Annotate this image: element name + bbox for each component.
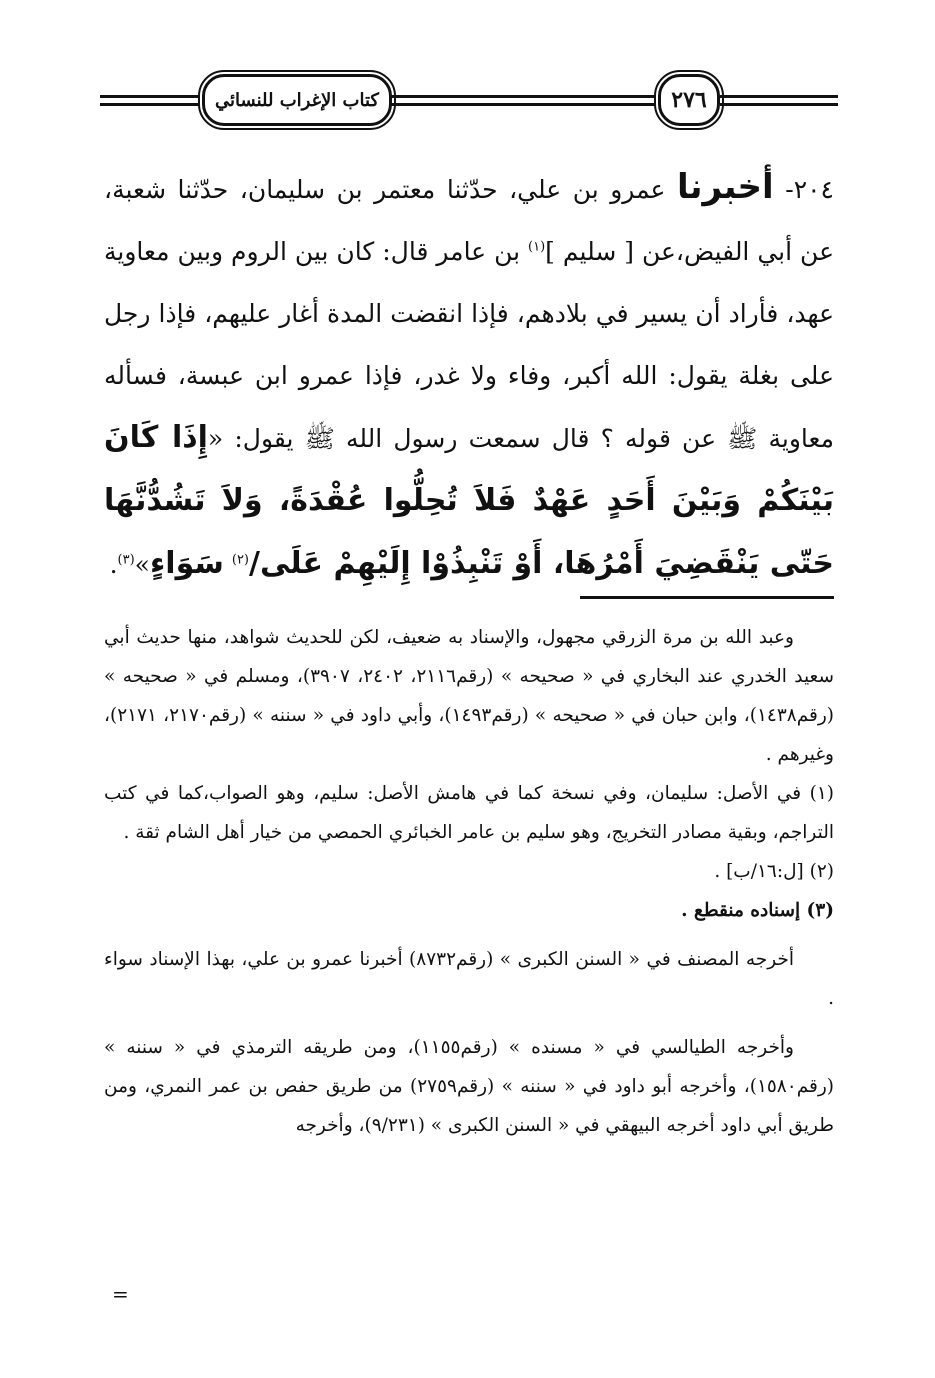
book-title: كتاب الإغراب للنسائي [215,89,379,111]
end-mark: . [109,550,118,579]
hadith-number: ٢٠٤- [785,175,834,204]
footnote-1: (١) في الأصل: سليمان، وفي نسخة كما في هامش الأصل: سليم، وهو الصواب،كما في كتب التراجم، وبقية مصادر التخريج، وهو سليم بن عامر الخبائري الحمصي من خيار أهل الشام ثقة . [104,783,834,843]
page-number-box [658,74,720,126]
hadith-lead-word: أخبرنا [676,167,774,207]
page-header [0,66,935,136]
hadith-entry [104,156,834,596]
footnotes-section [104,618,834,1145]
continued-footnote-paragraph: وعبد الله بن مرة الزرقي مجهول، والإسناد به ضعيف، لكن للحديث شواهد، منها حديث أبي سعيد الخدري عند البخاري في « صحيحه » (رقم٢١١٦، ٢٤٠٢، ٣٩٠٧)، ومسلم في « صحيحه » (رقم١٤٣٨)، وابن حبان في « صحيحه » (رقم١٤٩٣)، وأبي داود في « سننه » (رقم٢١٧٠، ٢١٧١)، وغيرهم . [104,627,835,765]
takhrij-paragraph-2: وأخرجه الطيالسي في « مسنده » (رقم١١٥٥)، ومن طريقه الترمذي في « سننه » (رقم١٥٨٠)، وأخرجه أبو داود في « سننه » (رقم٢٧٥٩) من طريق حفص بن عمر النمري، ومن طريق أبي داود أخرجه البيهقي في « السنن الكبرى » (٩/٢٣١)، وأخرجه [104,1037,834,1136]
header-rule-middle [390,95,656,106]
closing-quote: » [134,550,150,579]
footnote-ref-1: (١) [528,239,546,255]
footnote-ref-2: (٢) [231,552,249,568]
book-title-box [202,74,392,126]
narration-text-1: عمرو بن علي، حدّثنا معتمر بن سليمان، حدّثنا شعبة، عن أبي الفيض،عن [ سليم ] [104,175,835,266]
footnote-ref-3: (٣) [117,552,135,568]
continuation-mark: = [112,1282,129,1306]
prophetic-saying-1: إِذَا كَانَ بَيْنَكُمْ وَبَيْنَ أَحَدٍ عَهْدٌ فَلاَ تُحِلُّوا عُقْدَةً، وَلاَ تَشُدُّنَّهَا حَتّى يَنْقَضِيَ أَمْرُهَا، أَوْ تَنْبِذُوْا إِلَيْهِمْ عَلَى/ [104,420,834,581]
hadith-paragraph [104,156,834,596]
footnote-3: (٣) إسناده منقطع . [681,900,834,921]
page-number: ٢٧٦ [671,87,707,113]
takhrij-paragraph-1: أخرجه المصنف في « السنن الكبرى » (رقم٨٧٣٢) أخبرنا عمرو بن علي، بهذا الإسناد سواء . [104,949,834,1009]
prophetic-saying-2: سَوَاءٍ [149,546,224,581]
header-rule-left [100,95,200,106]
footnote-divider [580,596,834,599]
footnote-2: (٢) [ل:١٦/ب] . [714,861,834,882]
header-rule-right [720,95,838,106]
narration-text-2: بن عامر قال: كان بين الروم وبين معاوية عهد، فأراد أن يسير في بلادهم، فإذا انقضت المدة أغار عليهم، فإذا رجل على بغلة يقول: الله أكبر، وفاء ولا غدر، فإذا عمرو ابن عبسة، فسأله معاوية ﷺ عن قوله ؟ قال سمعت رسول الله ﷺ يقول: « [104,237,834,453]
